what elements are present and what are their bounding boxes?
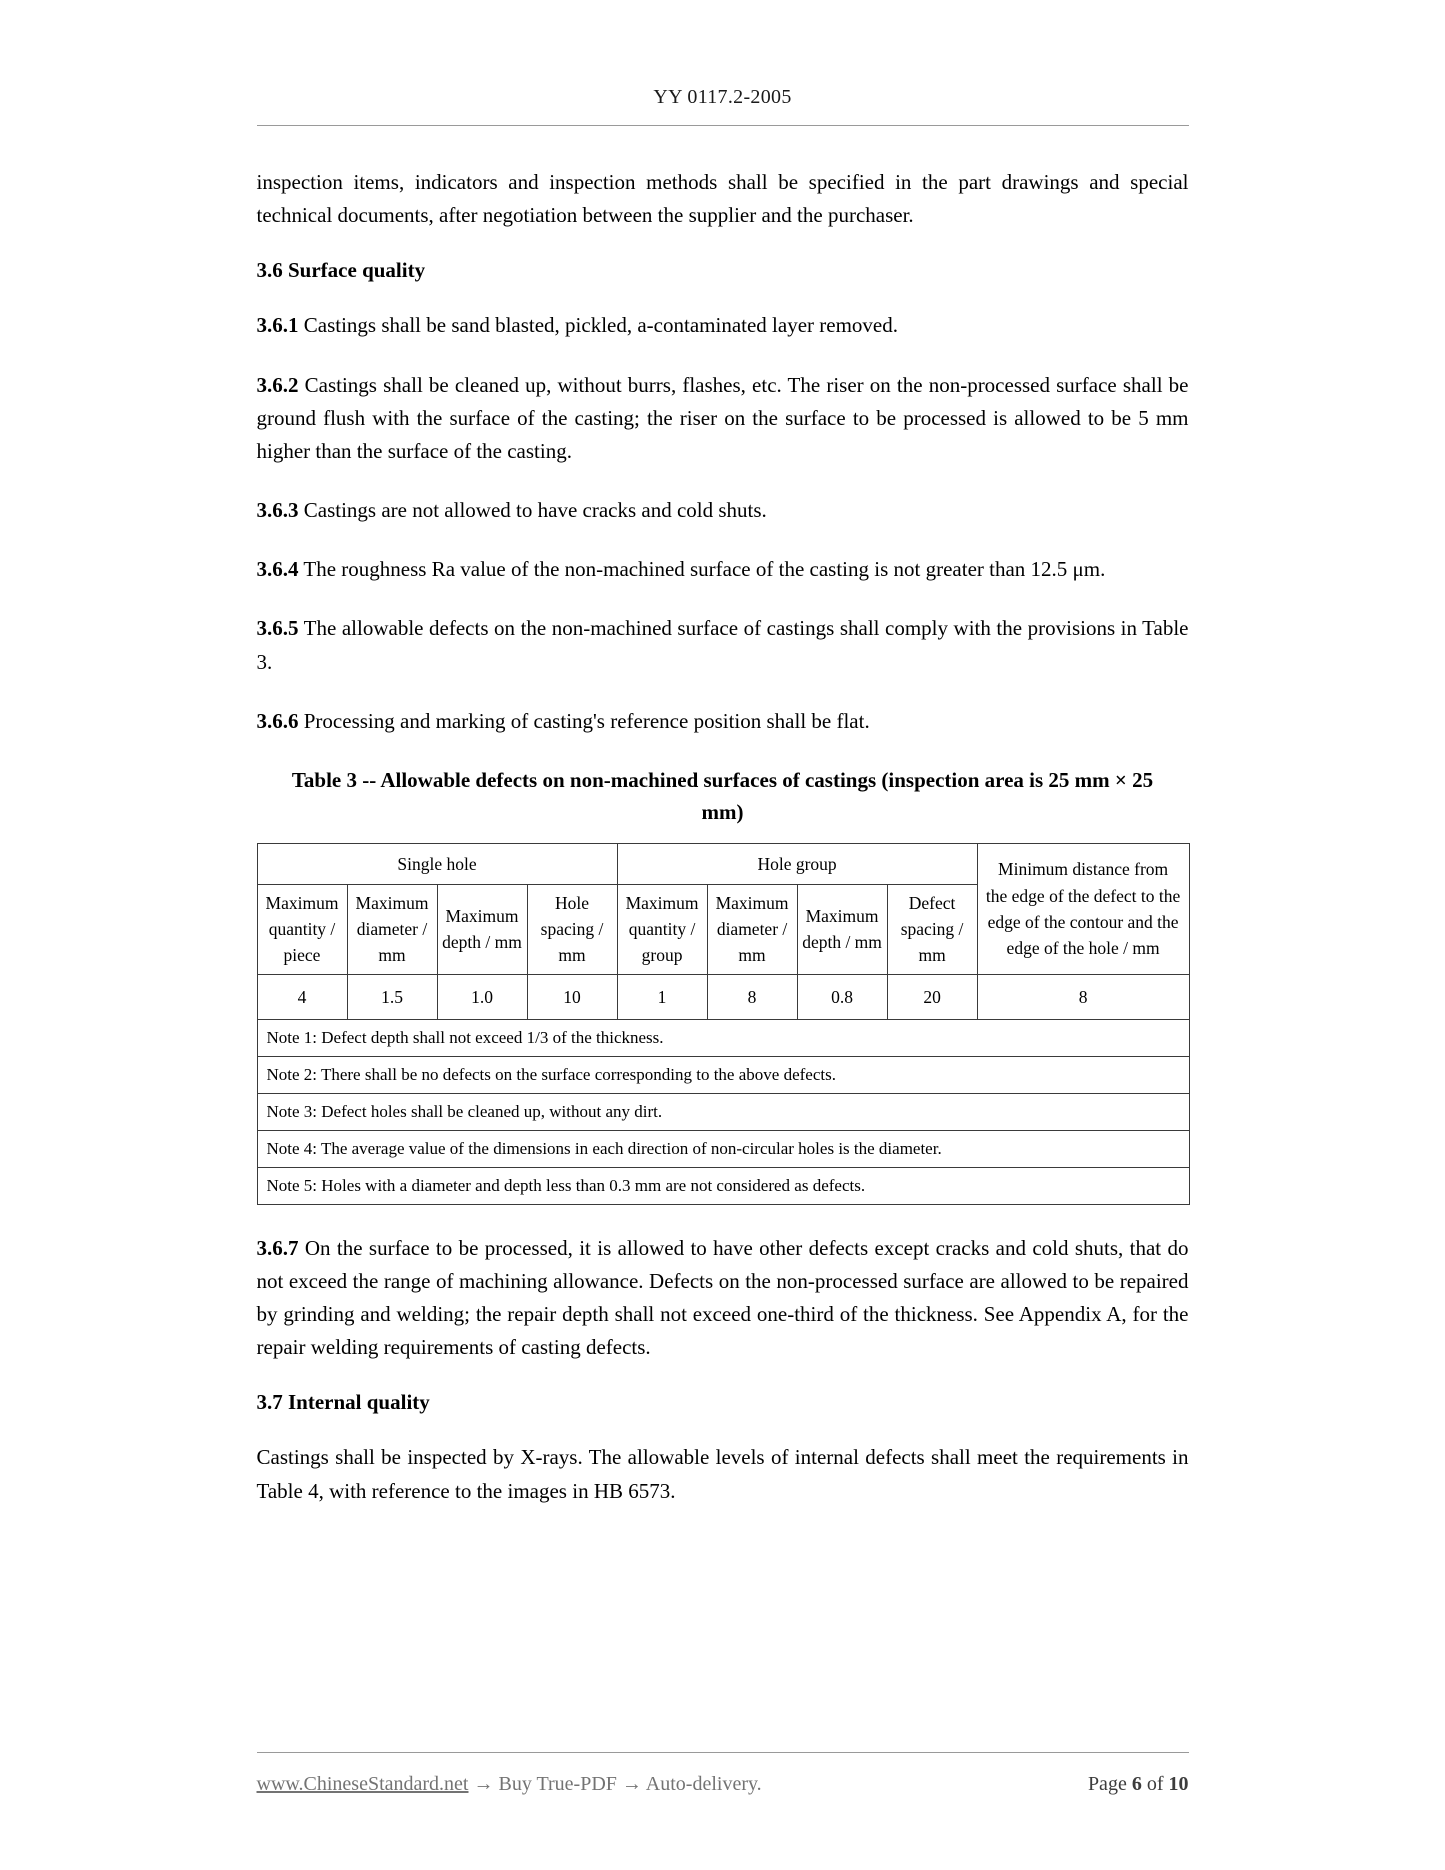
heading-3-7: 3.7 Internal quality — [256, 1390, 430, 1415]
paragraph-intro: inspection items, indicators and inspection methods shall be specified in the part drawings and special technical documents, after negotiation between the supplier and the purchaser. — [256, 170, 1189, 228]
paragraph-3-6-4 — [257, 553, 1189, 586]
clause-text: Castings are not allowed to have cracks and cold shuts. — [303, 498, 767, 523]
clause-number: 3.6.5 — [256, 616, 299, 641]
table3-note-1: Note 1: Defect depth shall not exceed 1/3 of the thickness. — [257, 1019, 1189, 1056]
table3-subheader-cell: Maximum diameter / mm — [707, 884, 797, 974]
table3-value-cell: 20 — [887, 974, 977, 1019]
paragraph-3-7: Castings shall be inspected by X-rays. The allowable levels of internal defects shall meet the requirements in Table 4, with reference to the images in HB 6573. — [256, 1445, 1189, 1503]
table3-note-2: Note 2: There shall be no defects on the surface corresponding to the above defects. — [257, 1056, 1189, 1093]
footer-source-line — [257, 1773, 762, 1796]
page-header — [257, 0, 1189, 126]
paragraph-3-6-2 — [257, 369, 1189, 469]
clause-text: Castings shall be cleaned up, without burrs, flashes, etc. The riser on the non-processed surface shall be ground flush with the surface of the casting; the riser on the surface to be processed is allowed to be 5 mm higher than the surface of the casting. — [256, 372, 1189, 463]
clause-text: The allowable defects on the non-machined surface of castings shall comply with the provisions in Table 3. — [256, 616, 1189, 674]
clause-number: 3.6.6 — [256, 708, 299, 733]
table3-note-row — [257, 1056, 1189, 1093]
clause-number: 3.6.2 — [256, 372, 299, 397]
clause-text: Castings shall be sand blasted, pickled, a-contaminated layer removed. — [303, 313, 898, 338]
table3-note-3: Note 3: Defect holes shall be cleaned up, without any dirt. — [257, 1093, 1189, 1130]
page-number-indicator — [1088, 1773, 1189, 1796]
total-page-number: 10 — [1168, 1773, 1189, 1795]
table3-subheader-cell: Defect spacing / mm — [887, 884, 977, 974]
table3-note-5: Note 5: Holes with a diameter and depth less than 0.3 mm are not considered as defects. — [257, 1167, 1189, 1204]
table-3 — [257, 843, 1190, 1205]
table3-value-cell: 1 — [617, 974, 707, 1019]
footer-site-link[interactable]: www.ChineseStandard.net — [256, 1773, 469, 1795]
arrow-icon: → — [473, 1773, 494, 1795]
table3-subheader-cell: Maximum quantity / piece — [257, 884, 347, 974]
table3-group-header-single-hole: Single hole — [257, 843, 617, 884]
paragraph-3-6-7 — [257, 1232, 1189, 1365]
table3-value-cell: 8 — [707, 974, 797, 1019]
table3-value-cell: 1.0 — [437, 974, 527, 1019]
doc-number: YY 0117.2-2005 — [653, 86, 792, 108]
page-footer — [0, 1752, 1445, 1796]
clause-text: The roughness Ra value of the non-machined surface of the casting is not greater than 12.5 μm. — [303, 557, 1106, 582]
paragraph-3-6-6 — [257, 705, 1189, 738]
table3-value-cell: 1.5 — [347, 974, 437, 1019]
table3-note-row — [257, 1019, 1189, 1056]
footer-rule — [257, 1752, 1189, 1753]
table3-group-header-row — [257, 843, 1189, 884]
table3-values-row — [257, 974, 1189, 1019]
table3-value-cell: 10 — [527, 974, 617, 1019]
clause-number: 3.6.3 — [256, 498, 299, 523]
current-page-number: 6 — [1131, 1773, 1142, 1795]
table3-note-row — [257, 1167, 1189, 1204]
heading-3-6: 3.6 Surface quality — [256, 258, 426, 283]
clause-text: On the surface to be processed, it is allowed to have other defects except cracks and cold shuts, that do not exceed the range of machining allowance. Defects on the non-processed surface are allowed to be repaired by grinding and welding; the repair depth shall not exceed one-third of the thickness. See Appendix A, for the repair welding requirements of casting defects. — [256, 1235, 1189, 1360]
footer-delivery-text: Auto-delivery. — [645, 1773, 762, 1795]
of-word: of — [1146, 1773, 1164, 1795]
table3-group-header-hole-group: Hole group — [617, 843, 977, 884]
table3-subheader-cell: Maximum quantity / group — [617, 884, 707, 974]
table3-value-cell: 8 — [977, 974, 1189, 1019]
table3-group-header-min-distance: Minimum distance from the edge of the defect to the edge of the contour and the edge of the hole / mm — [977, 843, 1189, 974]
footer-buy-text: Buy True-PDF — [498, 1773, 617, 1795]
table-3-title: Table 3 -- Allowable defects on non-machined surfaces of castings (inspection area is 25 mm × 25 mm) — [291, 767, 1154, 825]
page-word: Page — [1087, 1773, 1127, 1795]
table3-subheader-cell: Maximum depth / mm — [437, 884, 527, 974]
table3-subheader-cell: Maximum depth / mm — [797, 884, 887, 974]
table3-note-4: Note 4: The average value of the dimensions in each direction of non-circular holes is the diameter. — [257, 1130, 1189, 1167]
document-body — [257, 126, 1189, 1508]
paragraph-3-6-5 — [257, 612, 1189, 678]
clause-number: 3.6.1 — [256, 313, 299, 338]
table3-note-row — [257, 1093, 1189, 1130]
table3-note-row — [257, 1130, 1189, 1167]
table3-subheader-cell: Maximum diameter / mm — [347, 884, 437, 974]
table3-value-cell: 0.8 — [797, 974, 887, 1019]
paragraph-3-6-1 — [257, 309, 1189, 342]
clause-number: 3.6.7 — [256, 1235, 299, 1260]
paragraph-3-6-3 — [257, 494, 1189, 527]
clause-number: 3.6.4 — [256, 557, 299, 582]
table3-subheader-cell: Hole spacing / mm — [527, 884, 617, 974]
clause-text: Processing and marking of casting's reference position shall be flat. — [303, 708, 870, 733]
arrow-icon: → — [621, 1773, 642, 1795]
table3-value-cell: 4 — [257, 974, 347, 1019]
